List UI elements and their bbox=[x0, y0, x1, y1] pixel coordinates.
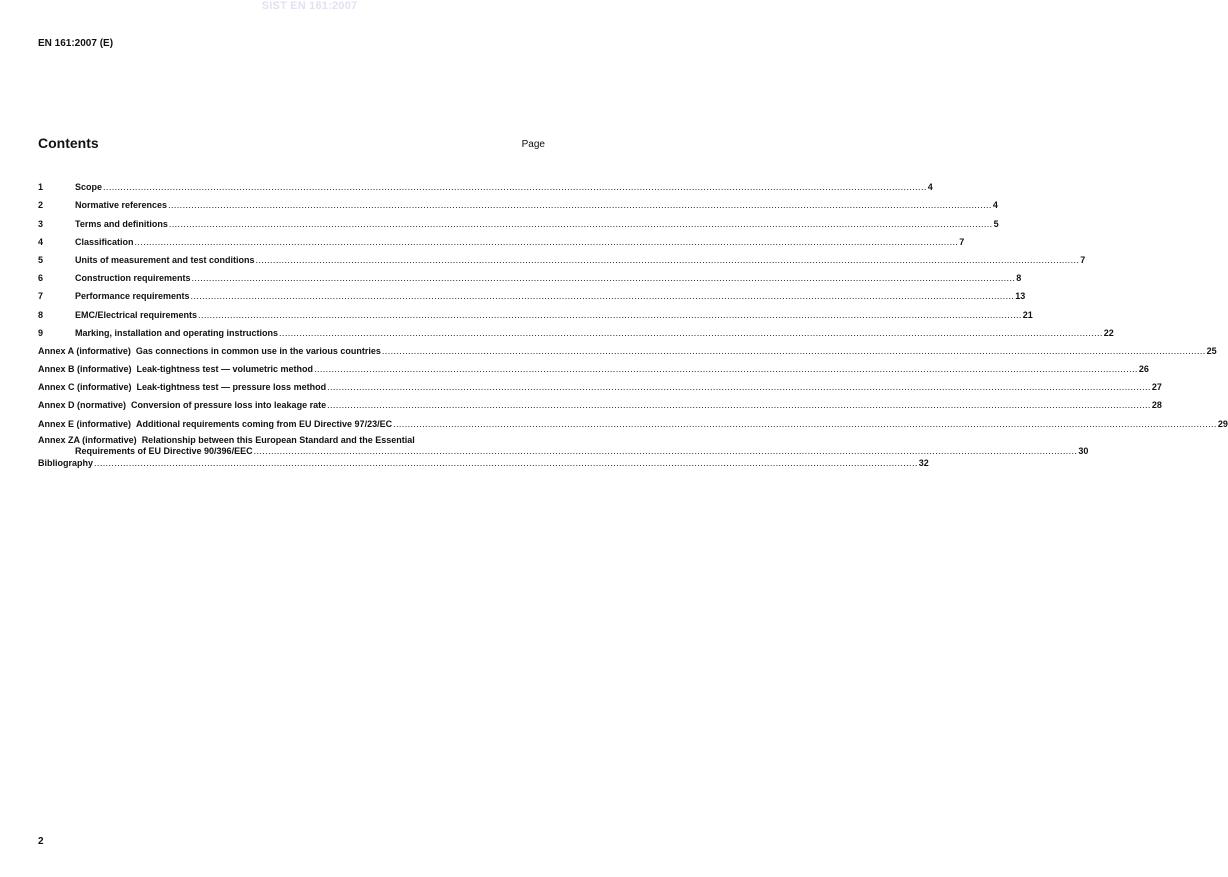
dot-leader bbox=[382, 346, 1206, 357]
toc-entry-title: Scope bbox=[75, 182, 103, 193]
toc-entry-title: Construction requirements bbox=[75, 273, 191, 284]
toc-entry-page: 4 bbox=[927, 182, 933, 193]
dot-leader bbox=[198, 310, 1022, 321]
toc-entry-number: 2 bbox=[38, 200, 44, 211]
toc-entry-number: 5 bbox=[38, 254, 44, 265]
dot-leader bbox=[94, 458, 918, 469]
annex-label: Annex A (informative) bbox=[38, 345, 131, 356]
toc-entry-page: 8 bbox=[1016, 273, 1022, 284]
toc-entry[interactable] bbox=[38, 230, 965, 248]
toc-entry-page: 5 bbox=[993, 218, 999, 229]
toc-entry-number: 3 bbox=[38, 218, 44, 229]
toc-entry[interactable] bbox=[38, 211, 999, 229]
toc-entry-title: Leak-tightness test — pressure loss method bbox=[136, 382, 327, 393]
dot-leader bbox=[169, 219, 993, 230]
toc-entry-page: 27 bbox=[1151, 382, 1162, 393]
dot-leader bbox=[254, 446, 1078, 457]
dot-leader bbox=[327, 382, 1151, 393]
dot-leader bbox=[279, 328, 1103, 339]
toc-annex-entry[interactable] bbox=[38, 357, 1149, 375]
dot-leader bbox=[192, 273, 1016, 284]
toc-annex-entry[interactable] bbox=[38, 411, 1228, 429]
toc-entry-page: 26 bbox=[1138, 364, 1149, 375]
toc-annex-entry[interactable] bbox=[38, 375, 1162, 393]
toc-entry-page: 7 bbox=[1080, 254, 1086, 265]
toc-entry[interactable] bbox=[38, 284, 1026, 302]
page-number: 2 bbox=[38, 836, 44, 847]
toc-entry[interactable] bbox=[38, 455, 929, 469]
dot-leader bbox=[327, 400, 1151, 411]
toc-entry[interactable] bbox=[38, 266, 1022, 284]
toc-entry-number: 4 bbox=[38, 236, 44, 247]
toc-entry-title-continued: Requirements of EU Directive 90/396/EEC bbox=[75, 445, 253, 456]
toc-entry-page: 28 bbox=[1151, 400, 1162, 411]
toc-entry-page: 13 bbox=[1015, 291, 1026, 302]
table-of-contents bbox=[38, 175, 1228, 469]
toc-entry[interactable] bbox=[38, 248, 1086, 266]
toc-entry-title: Marking, installation and operating instructions bbox=[75, 327, 279, 338]
toc-entry-page: 22 bbox=[1103, 327, 1114, 338]
toc-entry-page: 30 bbox=[1078, 445, 1089, 456]
watermark: SIST EN 161:2007 bbox=[261, 0, 358, 12]
toc-entry-page: 21 bbox=[1022, 309, 1033, 320]
toc-entry-title: Conversion of pressure loss into leakage rate bbox=[131, 400, 327, 411]
toc-entry-title: Classification bbox=[75, 236, 134, 247]
toc-annex-entry[interactable] bbox=[38, 430, 1089, 456]
toc-entry-title: Gas connections in common use in the various countries bbox=[135, 345, 381, 356]
toc-entry-title: Performance requirements bbox=[75, 291, 190, 302]
toc-entry-title: EMC/Electrical requirements bbox=[75, 309, 198, 320]
toc-entry-page: 25 bbox=[1206, 345, 1217, 356]
dot-leader bbox=[135, 237, 959, 248]
annex-label: Annex E (informative) bbox=[38, 418, 132, 429]
toc-entry-number: 6 bbox=[38, 273, 44, 284]
toc-annex-entry[interactable] bbox=[38, 339, 1217, 357]
toc-entry[interactable] bbox=[38, 193, 998, 211]
toc-entry-number: 9 bbox=[38, 327, 44, 338]
dot-leader bbox=[191, 291, 1015, 302]
annex-label: Annex C (informative) bbox=[38, 382, 132, 393]
contents-heading: Contents bbox=[38, 135, 99, 151]
page-column-label: Page bbox=[521, 139, 545, 150]
annex-za-block bbox=[38, 435, 1088, 457]
toc-entry-title: Relationship between this European Standard and the Essential bbox=[141, 434, 415, 445]
toc-entry-title: Units of measurement and test conditions bbox=[75, 254, 255, 265]
toc-entry-page: 7 bbox=[959, 236, 965, 247]
annex-label: Annex B (informative) bbox=[38, 364, 132, 375]
toc-entry[interactable] bbox=[38, 321, 1114, 339]
toc-entry[interactable] bbox=[38, 175, 933, 193]
toc-entry-page: 4 bbox=[992, 200, 998, 211]
toc-entry-title: Leak-tightness test — volumetric method bbox=[136, 364, 314, 375]
document-id: EN 161:2007 (E) bbox=[38, 38, 114, 49]
toc-entry-title: Additional requirements coming from EU Directive 97/23/EC bbox=[136, 418, 393, 429]
toc-entry-number: 7 bbox=[38, 291, 44, 302]
toc-entry-title: Terms and definitions bbox=[75, 218, 168, 229]
toc-entry-number: 8 bbox=[38, 309, 44, 320]
toc-entry[interactable] bbox=[38, 302, 1033, 320]
dot-leader bbox=[314, 364, 1138, 375]
annex-za-line-1 bbox=[38, 435, 1088, 446]
toc-entry-page: 29 bbox=[1217, 418, 1228, 429]
dot-leader bbox=[256, 255, 1080, 266]
annex-label: Annex ZA (informative) bbox=[38, 434, 137, 445]
toc-entry-page: 32 bbox=[918, 457, 929, 468]
dot-leader bbox=[103, 182, 927, 193]
dot-leader bbox=[393, 419, 1217, 430]
toc-entry-title: Bibliography bbox=[38, 457, 94, 468]
toc-entry-number: 1 bbox=[38, 182, 44, 193]
dot-leader bbox=[168, 200, 992, 211]
toc-entry-title: Normative references bbox=[75, 200, 168, 211]
annex-label: Annex D (normative) bbox=[38, 400, 127, 411]
toc-annex-entry[interactable] bbox=[38, 393, 1162, 411]
annex-za-line-2 bbox=[38, 446, 1088, 457]
